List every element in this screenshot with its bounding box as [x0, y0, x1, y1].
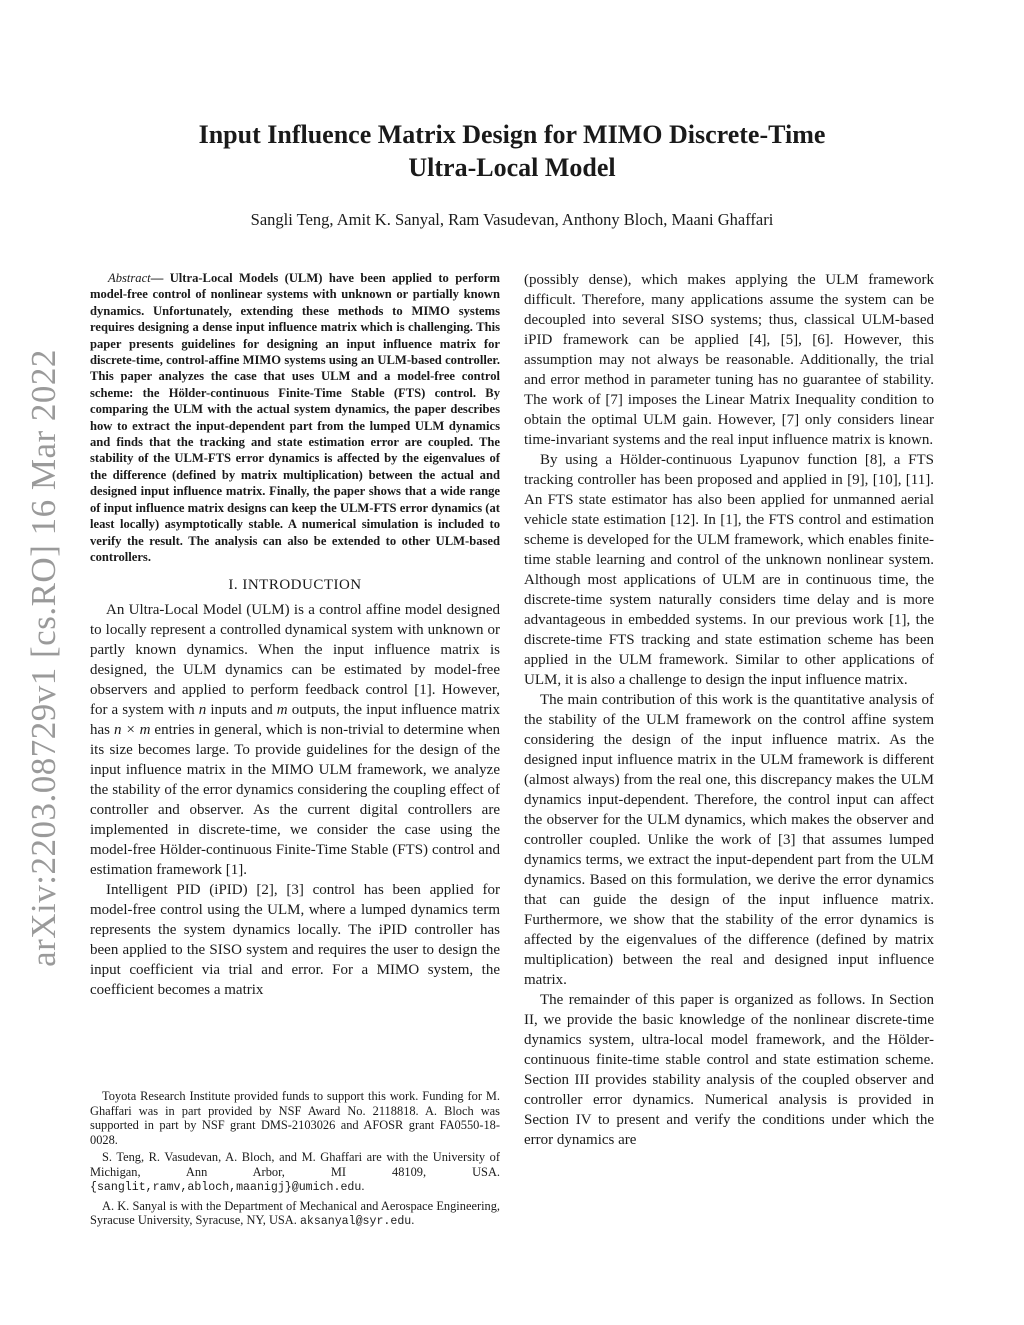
math-var-n: n	[198, 702, 207, 719]
math-var-m: m	[276, 702, 288, 719]
intro-p1-part-c: outputs, the input influence matrix has	[90, 702, 500, 739]
right-column	[524, 270, 934, 1150]
abstract-label: Abstract	[108, 271, 151, 285]
right-paragraph-1: (possibly dense), which makes applying the ULM framework difficult. Therefore, many applications assume the system can be decoupled into several SISO systems; thus, classical ULM-based iPID framework can be applied [4], [5], [6]. However, this assumption may not always be reasonable. Additionally, the trial and error method in parameter tuning has no guarantee of stability. The work of [7] imposes the Linear Matrix Inequality condition to obtain the optimal ULM gain. However, [7] only considers linear time-invariant systems and the real input influence matrix is known.	[524, 272, 934, 448]
syracuse-email-link[interactable]: aksanyal@syr.edu	[299, 1215, 412, 1228]
footnote-umich-end: .	[361, 1179, 365, 1193]
abstract-text: — Ultra-Local Models (ULM) have been applied to perform model-free control of nonlinear systems with unknown or partially known dynamics. Unfortunately, extending these methods to MIMO systems requires designing a dense input influence matrix which is challenging. This paper presents guidelines for designing an input influence matrix for discrete-time, control-affine MIMO systems using an ULM-based controller. This paper analyzes the case that uses ULM and a model-free control scheme: the Hölder-continuous Finite-Time Stable (FTS) control. By comparing the ULM with the actual system dynamics, the paper describes how to extract the input-dependent part from the lumped ULM dynamics and finds that the tracking and state estimation error are coupled. The stability of the ULM-FTS error dynamics is affected by the eigenvalues of the difference (defined by matrix multiplication) between the actual and designed input influence matrix. Finally, the paper shows that a wide range of input influence matrix designs can keep the ULM-FTS error dynamics (at least locally) asymptotically stable. A numerical simulation is included to verify the result. The analysis can also be extended to other ULM-based controllers.	[90, 271, 500, 564]
intro-p1-part-d: entries in general, which is non-trivial to determine when its size becomes large. To provide guidelines for the design of the input influence matrix in the MIMO ULM framework, we analyze the stability of the error dynamics considering the coupling effect of controller and observer. As the current digital controllers are implemented in discrete-time, we consider the case using the model-free Hölder-continuous Finite-Time Stable (FTS) control and estimation framework [1].	[90, 722, 500, 879]
intro-paragraph-1	[90, 600, 500, 880]
footnote-syracuse-text: A. K. Sanyal is with the Department of Mechanical and Aerospace Engineering, Syracuse University, Syracuse, NY, USA.	[90, 1198, 500, 1227]
abstract	[90, 270, 500, 565]
right-paragraph-4: The remainder of this paper is organized as follows. In Section II, we provide the basic knowledge of the nonlinear discrete-time dynamics system, ultra-local model framework, and the Hölder-continuous finite-time stable control and state estimation scheme. Section III provides stability analysis of the coupled observer and controller error dynamics. Numerical analysis is provided in Section IV to present and verify the conditions under which the error dynamics are	[524, 992, 934, 1148]
intro-p1-part-a: An Ultra-Local Model (ULM) is a control affine model designed to locally represent a controlled dynamical system with unknown or partly known dynamics. When the input influence matrix is designed, the ULM dynamics can be estimated by model-free observers and applied to perform feedback control [1]. However, for a system with	[90, 602, 500, 719]
math-n-times-m: n × m	[114, 722, 151, 739]
footnote-affiliation-syracuse	[90, 1199, 500, 1230]
footnote-umich-text: S. Teng, R. Vasudevan, A. Bloch, and M. Ghaffari are with the University of Michigan, Ann Arbor, MI 48109, USA.	[90, 1150, 500, 1179]
arxiv-identifier-stamp	[14, 348, 74, 968]
title-line-2: Ultra-Local Model	[408, 153, 616, 182]
right-paragraph-2: By using a Hölder-continuous Lyapunov function [8], a FTS tracking controller has been proposed and applied in [9], [10], [11]. An FTS state estimator has also been applied for unmanned aerial vehicle state estimation [12]. In [1], the FTS control and estimation scheme is developed for the ULM framework, which enables finite-time stable learning and control of the unknown nonlinear system. Although most applications of ULM are in continuous time, the discrete-time system naturally considers time delay and is more advantageous in embedded systems. In our previous work [1], the discrete-time FTS tracking and state estimation scheme has been applied in the ULM framework. Similar to other applications of ULM, it is also a challenge to design the input influence matrix.	[524, 452, 934, 688]
right-paragraph-3: The main contribution of this work is the quantitative analysis of the stability of the ULM framework on the control affine system considering the design of the input influence matrix. As the designed input influence matrix in the ULM framework is different (almost always) from the real one, this discrepancy makes the ULM dynamics input-dependent. Therefore, the control input can affect the observer for the ULM dynamics, which makes the observer and controller coupled. Unlike the work of [3] that assumes lumped dynamics terms, we extract the input-dependent part from the ULM dynamics. Based on this formulation, we derive the error dynamics that can guide the design of the input influence matrix. Furthermore, we show that the stability of the error dynamics is affected by the eigenvalues of the difference (defined by matrix multiplication) between the real and designed input influence matrix.	[524, 692, 934, 988]
intro-paragraph-2: Intelligent PID (iPID) [2], [3] control has been applied for model-free control using the ULM, where a lumped dynamics term represents the system dynamics locally. The iPID controller has been applied to the SISO system and requires the user to design the input coefficient via trial and error. For a MIMO system, the coefficient becomes a matrix	[90, 882, 500, 999]
footnote-syracuse-end: .	[411, 1213, 415, 1227]
footnote-affiliation-umich	[90, 1150, 500, 1196]
arxiv-id-text: arXiv:2203.08729v1 [cs.RO] 16 Mar 2022	[24, 349, 63, 967]
paper-title	[130, 118, 894, 184]
umich-email-link[interactable]: {sanglit,ramv,abloch,maanigj}@umich.edu	[90, 1181, 362, 1194]
left-column	[90, 270, 500, 1000]
section-heading-introduction: I. INTRODUCTION	[228, 577, 362, 594]
footnotes	[90, 1089, 500, 1233]
author-list: Sangli Teng, Amit K. Sanyal, Ram Vasudevan, Anthony Bloch, Maani Ghaffari	[250, 210, 774, 229]
title-line-1: Input Influence Matrix Design for MIMO Discrete-Time	[198, 120, 826, 149]
footnote-funding: Toyota Research Institute provided funds to support this work. Funding for M. Ghaffari was in part provided by NSF Award No. 2118818. A. Bloch was supported in part by NSF grant DMS-2103026 and AFOSR grant FA0550-18-0028.	[90, 1089, 500, 1147]
intro-p1-part-b: inputs and	[206, 702, 277, 719]
